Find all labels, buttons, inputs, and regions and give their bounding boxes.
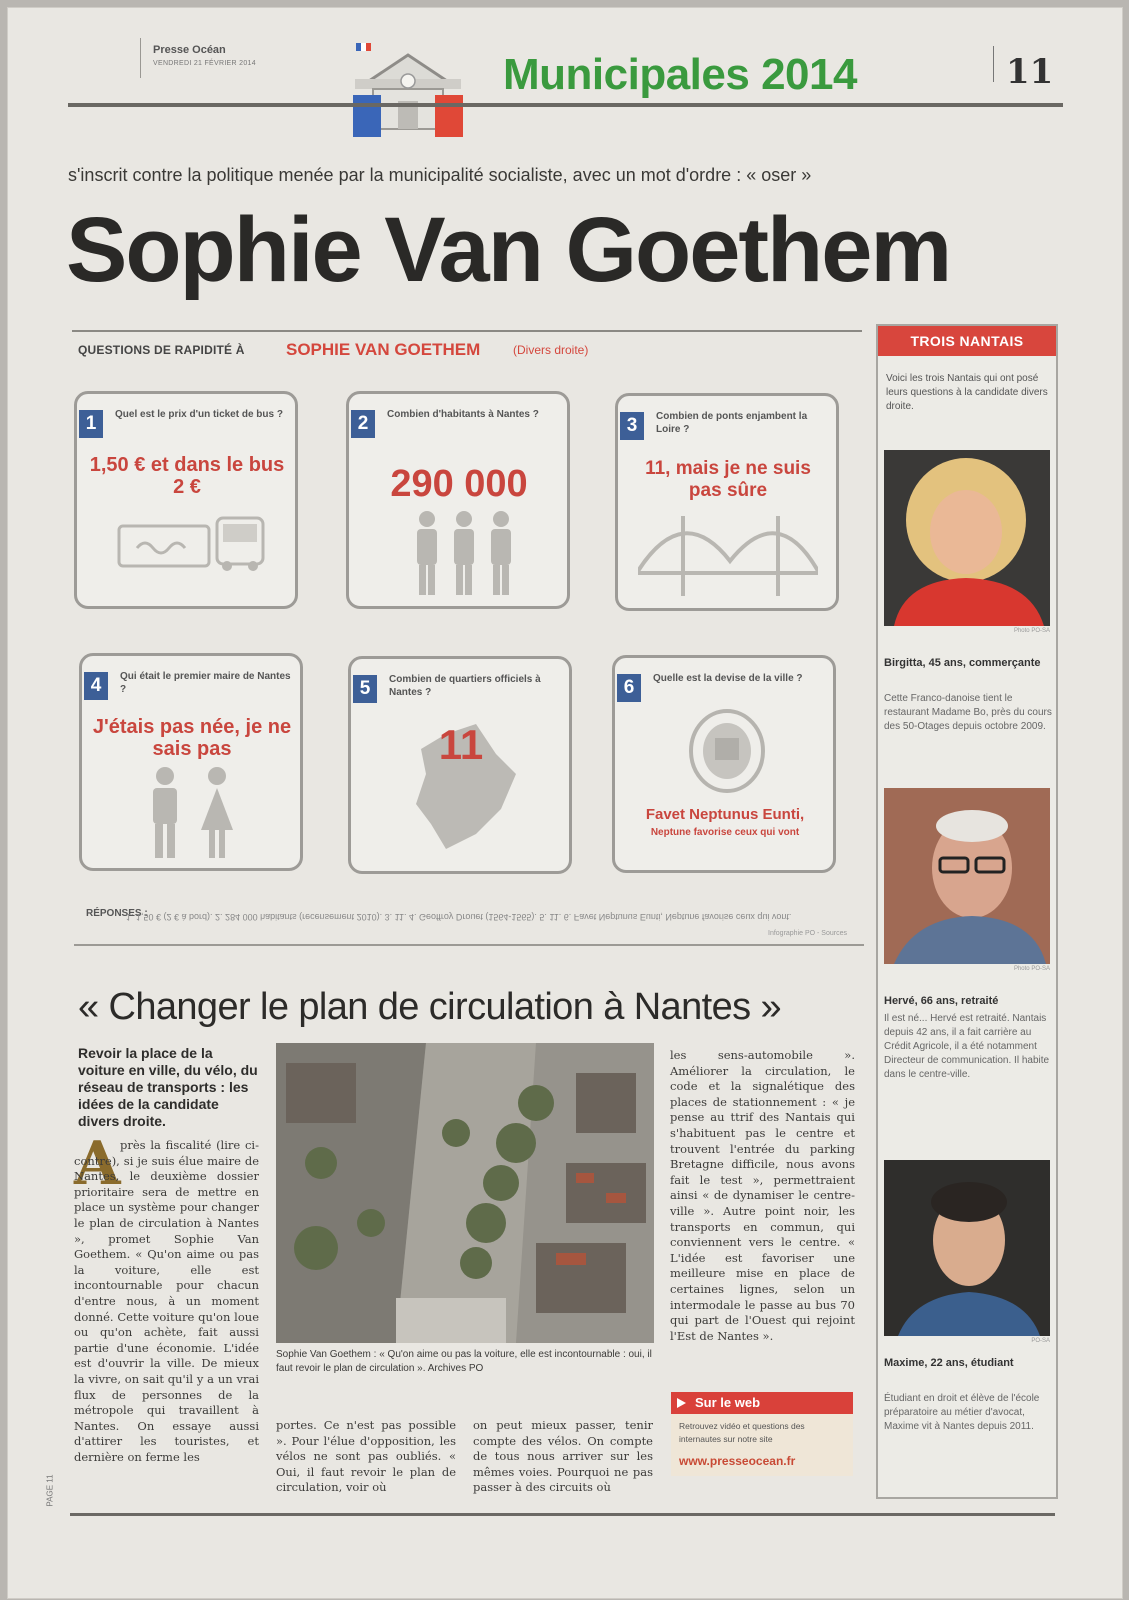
article-standfirst: Revoir la place de la voiture en ville, du vélo, du réseau de transports : les idées de la candidate divers droite. xyxy=(78,1045,258,1129)
answer-translation: Neptune favorise ceux qui vont xyxy=(650,827,800,838)
question-card-6 xyxy=(612,655,836,873)
article-column-4: les sens-automobile ». Améliorer la circulation, le code et la signalétique des places de stationnement : « je pense au ttrif des Nantais qui s'habituent pas le centre et trouvent l'entrée du parking Bretagne difficile, nous avons fait le test », permettraient ainsi « de dynamiser le centre-ville ». Autre point noir, les transports en commun, qui conviennent vers le centre. « L'idée est favoriser une meilleure mise en place de certaines lignes, selon un intermodale le passe au bus 70 qui part de l'Ouest qui rejoint l'Est de Nantes ». xyxy=(670,1048,855,1343)
page-headline: Sophie Van Goethem xyxy=(66,199,951,301)
web-box-title: Sur le web xyxy=(695,1395,761,1410)
question-number: 1 xyxy=(79,410,103,438)
photo-caption: Sophie Van Goethem : « Qu'on aime ou pas la voiture, elle est incontournable : oui, il faut revoir le plan de circulation ». Archives PO xyxy=(276,1349,652,1374)
question-card-1 xyxy=(74,391,298,609)
section-title: Municipales 2014 xyxy=(503,50,857,99)
photo-credit: PO-SA xyxy=(1031,1338,1050,1344)
person-description: Étudiant en droit et élève de l'école préparatoire au métier d'avocat, Maxime vit à Nantes depuis 2011. xyxy=(884,1393,1040,1432)
answer-text: 11 xyxy=(438,721,484,768)
drop-cap: A xyxy=(74,1129,121,1199)
play-icon xyxy=(677,1398,686,1408)
questions-candidate-name: SOPHIE VAN GOETHEM xyxy=(286,340,481,359)
answer-text: 1,50 € et dans le bus 2 € xyxy=(89,454,285,498)
answer-text: 11, mais je ne suis pas sûre xyxy=(645,458,811,501)
answer-text: Favet Neptunus Eunti, xyxy=(645,806,805,823)
question-number: 4 xyxy=(84,672,108,700)
page-number: 11 xyxy=(1006,52,1054,92)
person-description: Il est né... Hervé est retraité. Nantais depuis 42 ans, il a fait carrière au Crédit Agricole, il a été notamment Directeur de communication. Il habite dans le centre-ville. xyxy=(884,1013,1050,1080)
question-card-4 xyxy=(79,653,303,871)
question-text: Combien d'habitants à Nantes ? xyxy=(387,409,539,420)
page-number-divider xyxy=(993,46,994,82)
photo-credit: Photo PO-SA xyxy=(1013,966,1050,972)
bridge-icon xyxy=(638,511,818,601)
question-card-2 xyxy=(346,391,570,609)
person-name: Hervé, 66 ans, retraité xyxy=(884,995,999,1007)
sidebar-intro: Voici les trois Nantais qui ont posé leurs questions à la candidate divers droite. xyxy=(886,373,1048,412)
responses-rule xyxy=(74,944,864,946)
newspaper-page xyxy=(8,8,1122,1598)
questions-label: QUESTIONS DE RAPIDITÉ À xyxy=(78,343,245,357)
questions-party-tag: (Divers droite) xyxy=(513,343,589,357)
questions-rule xyxy=(72,330,862,332)
bus-icon xyxy=(117,514,267,574)
person-description: Cette Franco-danoise tient le restaurant Madame Bo, près du cours des 50-Otages depuis octobre 2009. xyxy=(884,693,1052,732)
person-name: Birgitta, 45 ans, commerçante xyxy=(884,657,1041,669)
responses-label: RÉPONSES : xyxy=(86,908,148,919)
couple-icon xyxy=(137,766,247,861)
emblem-icon xyxy=(687,706,767,796)
web-box xyxy=(671,1392,853,1476)
kicker: s'inscrit contre la politique menée par la municipalité socialiste, avec un mot d'ordre : « oser » xyxy=(68,165,812,185)
portrait-birgitta xyxy=(884,450,1050,626)
article-column-1: près la fiscalité (lire ci-contre), si je suis élue maire de Nantes, le deuxième dossier prioritaire sera de mettre en place un système pour changer le plan de circulation à Nantes », promet Sophie Van Goethem. « Qu'on aime ou pas la voiture, elle est incontournable pour chacun d'entre nous, à un moment donné. Cette voiture qu'on loue ou qu'on achète, fait aussi partie d'une économie. L'idée est d'ouvrir la ville. De mieux la vivre, on sait qu'il y a un vrai flux de personnes de la métropole qui travaillent à Nantes. On essaye aussi d'attirer les touristes, et dernière on ferme les xyxy=(74,1138,259,1464)
question-card-5 xyxy=(348,656,572,874)
responses-text-upside-down: 1. 1,50 € (2 € à bord). 2. 284 000 habitants (recensement 2010). 3. 11. 4. Geoffroy Drouet (1564-1565). 5. 11. 6. Favet Neptunus Eunti, Neptune favorise ceux qui vont. xyxy=(126,912,792,922)
article-headline: « Changer le plan de circulation à Nantes » xyxy=(78,986,781,1028)
bottom-rule xyxy=(70,1513,1055,1516)
question-text: Combien de ponts enjambent la Loire ? xyxy=(656,411,808,435)
article-column-2: portes. Ce n'est pas possible ». Pour l'élue d'opposition, les vélos ne sont pas oubliés. « Oui, il faut revoir le plan de circulation, voir où xyxy=(276,1418,456,1495)
question-text: Quel est le prix d'un ticket de bus ? xyxy=(115,409,283,420)
town-hall-icon xyxy=(343,43,473,143)
aerial-city-photo xyxy=(276,1043,654,1343)
folio: PAGE 11 xyxy=(45,1474,55,1507)
question-number: 5 xyxy=(353,675,377,703)
question-card-3 xyxy=(615,393,839,611)
answer-text: 290 000 xyxy=(390,463,528,505)
question-number: 2 xyxy=(351,410,375,438)
answer-text: J'étais pas née, je ne sais pas xyxy=(92,716,292,760)
header-divider xyxy=(140,38,141,78)
portrait-maxime xyxy=(884,1160,1050,1336)
question-number: 6 xyxy=(617,674,641,702)
question-number: 3 xyxy=(620,412,644,440)
sidebar-title: TROIS NANTAIS xyxy=(878,326,1056,356)
web-box-description: Retrouvez vidéo et questions des internautes sur notre site xyxy=(679,1421,805,1444)
web-link[interactable]: www.presseocean.fr xyxy=(679,1454,796,1468)
people-icon xyxy=(409,509,519,599)
photo-credit: Photo PO-SA xyxy=(1013,628,1050,634)
article-column-3: on peut mieux passer, tenir compte des vélos. On compte de tous nous arriver sur les mêmes voies. Pourquoi ne pas passer à des circuits où xyxy=(473,1418,653,1495)
newspaper-name: Presse Océan xyxy=(153,44,226,56)
issue-date: VENDREDI 21 FÉVRIER 2014 xyxy=(153,60,256,67)
question-text: Qui était le premier maire de Nantes ? xyxy=(120,671,291,695)
header-rule xyxy=(68,103,1063,107)
infographic-credit: Infographie PO - Sources xyxy=(768,930,847,937)
question-text: Combien de quartiers officiels à Nantes ? xyxy=(389,674,541,698)
sidebar-trois-nantais xyxy=(876,324,1058,1499)
person-name: Maxime, 22 ans, étudiant xyxy=(884,1357,1014,1369)
portrait-herve xyxy=(884,788,1050,964)
web-box-header xyxy=(671,1392,853,1414)
question-text: Quelle est la devise de la ville ? xyxy=(653,673,803,684)
